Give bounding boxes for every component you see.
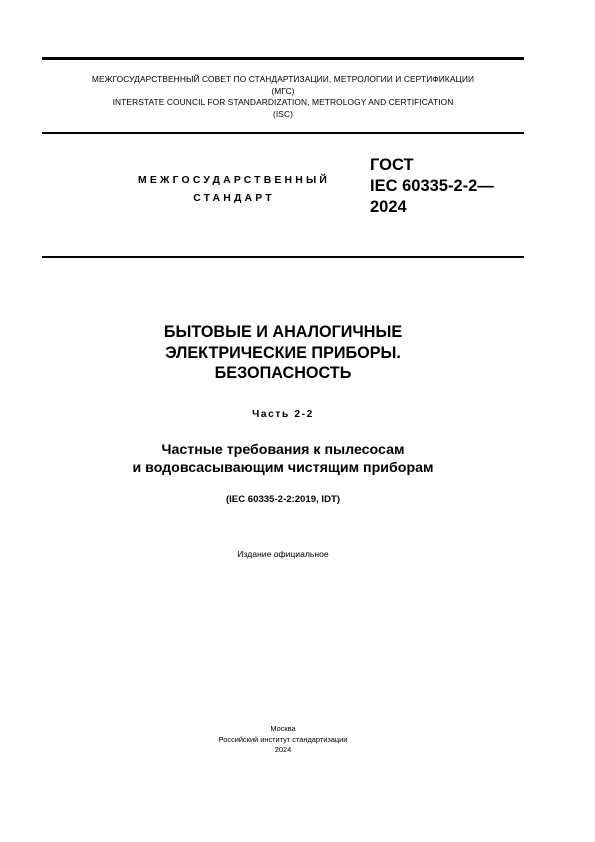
- lower-rule: [42, 256, 524, 258]
- council-abbr-ru: (МГС): [271, 85, 295, 96]
- publisher-block: [42, 724, 524, 756]
- subtitle-line2: и водовсасывающим чистящим приборам: [132, 460, 434, 476]
- council-header: [42, 74, 524, 120]
- title-line2: ЭЛЕКТРИЧЕСКИЕ ПРИБОРЫ.: [165, 343, 401, 362]
- top-rule: [42, 57, 524, 60]
- standard-type-line2: СТАНДАРТ: [193, 193, 275, 204]
- standard-type: [100, 172, 368, 208]
- gost-year: 2024: [370, 198, 407, 216]
- iec-reference: (IEC 60335-2-2:2019, IDT): [225, 494, 341, 505]
- document-title: [42, 322, 524, 384]
- publisher-city: Москва: [270, 724, 296, 733]
- council-abbr-en: (ISC): [272, 108, 294, 119]
- gost-number: IEC 60335-2-2—: [370, 177, 494, 195]
- edition-note: Издание официальное: [237, 549, 329, 559]
- middle-rule: [42, 132, 524, 134]
- council-name-en: INTERSTATE COUNCIL FOR STANDARDIZATION, METROLOGY AND CERTIFICATION: [112, 97, 454, 107]
- part-number: Часть 2-2: [252, 409, 314, 420]
- document-subtitle: [42, 441, 524, 477]
- standard-type-line1: МЕЖГОСУДАРСТВЕННЫЙ: [138, 175, 330, 186]
- title-line3: БЕЗОПАСНОСТЬ: [214, 364, 352, 382]
- gost-designation: [370, 155, 494, 218]
- council-name-ru: МЕЖГОСУДАРСТВЕННЫЙ СОВЕТ ПО СТАНДАРТИЗАЦИИ, МЕТРОЛОГИИ И СЕРТИФИКАЦИИ: [91, 74, 475, 84]
- gost-label: ГОСТ: [370, 156, 414, 174]
- publisher-year: 2024: [274, 745, 292, 754]
- title-line1: БЫТОВЫЕ И АНАЛОГИЧНЫЕ: [163, 323, 403, 341]
- publisher-institute: Российский институт стандартизации: [218, 734, 348, 744]
- subtitle-line1: Частные требования к пылесосам: [161, 442, 405, 458]
